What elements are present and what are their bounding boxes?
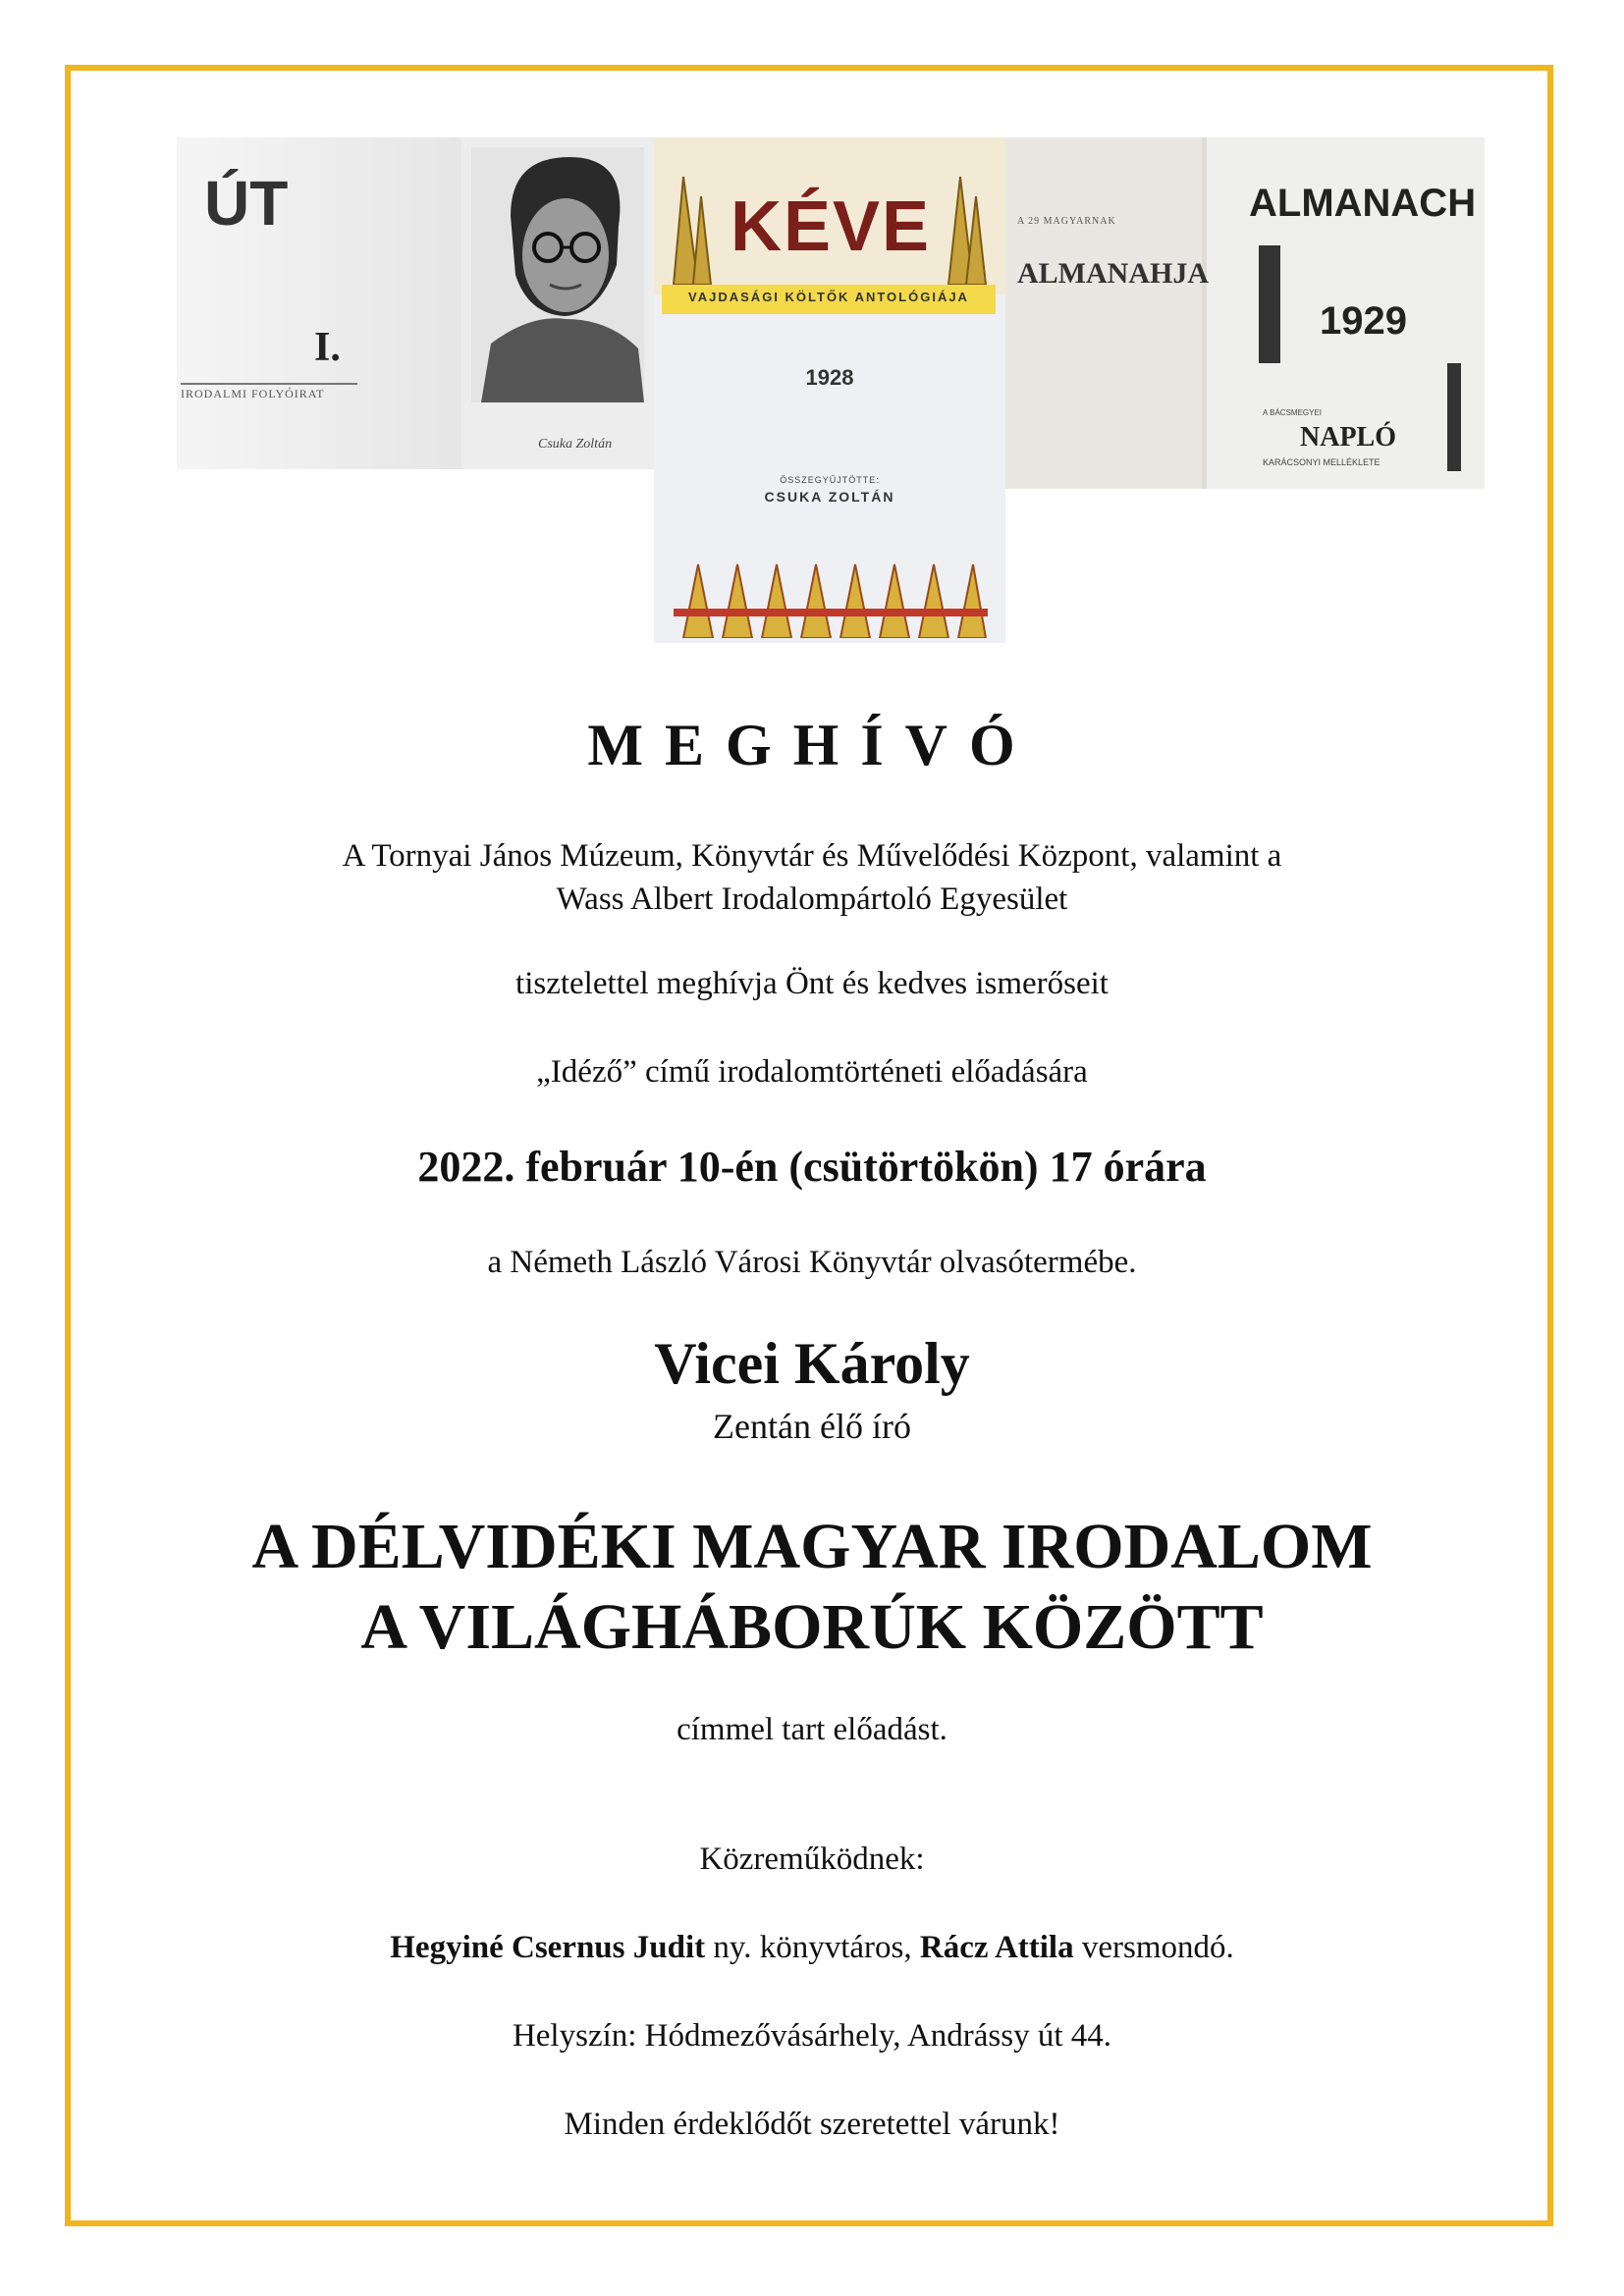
naplo-title: NAPLÓ <box>1300 422 1396 453</box>
editor-name: CSUKA ZOLTÁN <box>764 489 895 505</box>
invite-line: tisztelettel meghívja Önt és kedves ismerőseit <box>515 966 1109 1001</box>
almanach-year: 1929 <box>1320 299 1407 343</box>
location-line: Helyszín: Hódmezővásárhely, Andrássy út 44. <box>512 2018 1112 2054</box>
lecture-title-line-1: A DÉLVIDÉKI MAGYAR IRODALOM <box>251 1511 1373 1582</box>
lecture-suffix: címmel tart előadást. <box>677 1712 947 1747</box>
photo-ut-magazine <box>177 137 658 469</box>
host-line-2: Wass Albert Irodalompártoló Egyesület <box>556 881 1068 917</box>
left-page <box>1005 137 1202 489</box>
portrait-image <box>471 147 644 402</box>
keve-title: KÉVE <box>730 187 932 266</box>
contributors-line <box>0 1926 1624 1969</box>
divider <box>181 383 357 385</box>
closing-line: Minden érdeklődőt szeretettel várunk! <box>564 2107 1060 2142</box>
contributor-1-name: Hegyiné Csernus Judit <box>390 1930 706 1965</box>
anthology-subtitle: VAJDASÁGI KÖLTŐK ANTOLÓGIÁJA <box>688 290 969 304</box>
photo-almanach <box>1005 137 1485 489</box>
speaker-name: Vicei Károly <box>654 1331 970 1396</box>
host-text <box>0 834 1624 921</box>
almanach-title: ALMANACH <box>1249 182 1477 225</box>
lecture-title <box>0 1507 1624 1668</box>
almanahja-title: ALMANAHJA <box>1017 257 1209 290</box>
ornament <box>1259 245 1280 363</box>
almanahja-header: A 29 MAGYARNAK <box>1017 216 1116 227</box>
series-line: „Idéző” című irodalomtörténeti előadására <box>536 1054 1088 1090</box>
lecture-title-line-2: A VILÁGHÁBORÚK KÖZÖTT <box>360 1591 1264 1663</box>
volume-number: I. <box>314 325 341 370</box>
photo-keve-cover <box>654 137 1005 643</box>
venue-line: a Németh László Városi Könyvtár olvasótermébe. <box>487 1245 1137 1280</box>
ut-logo: ÚT <box>204 168 289 239</box>
event-date: 2022. február 10-én (csütörtökön) 17 órára <box>417 1143 1207 1191</box>
keve-year: 1928 <box>805 365 854 390</box>
naplo-bottom: KARÁCSONYI MELLÉKLETE <box>1263 457 1380 467</box>
speaker-description: Zentán élő író <box>713 1407 911 1446</box>
collected-by-label: ÖSSZEGYŰJTÖTTE: <box>780 475 880 485</box>
contributor-2-name: Rácz Attila <box>919 1930 1074 1965</box>
invitation-title: MEGHÍVÓ <box>587 713 1037 777</box>
contributors-label: Közreműködnek: <box>699 1842 925 1877</box>
magazine-subtitle: IRODALMI FOLYÓIRAT <box>181 387 325 400</box>
photo-caption: Csuka Zoltán <box>538 437 613 452</box>
ornament <box>1447 363 1461 471</box>
contributor-2-role: versmondó. <box>1073 1930 1234 1965</box>
sheaves-row-icon <box>674 560 988 638</box>
contributor-1-role: ny. könyvtáros, <box>705 1930 920 1965</box>
host-line-1: A Tornyai János Múzeum, Könyvtár és Művelődési Központ, valamint a <box>342 838 1282 874</box>
naplo-subtitle: A BÁCSMEGYEI <box>1263 408 1323 417</box>
